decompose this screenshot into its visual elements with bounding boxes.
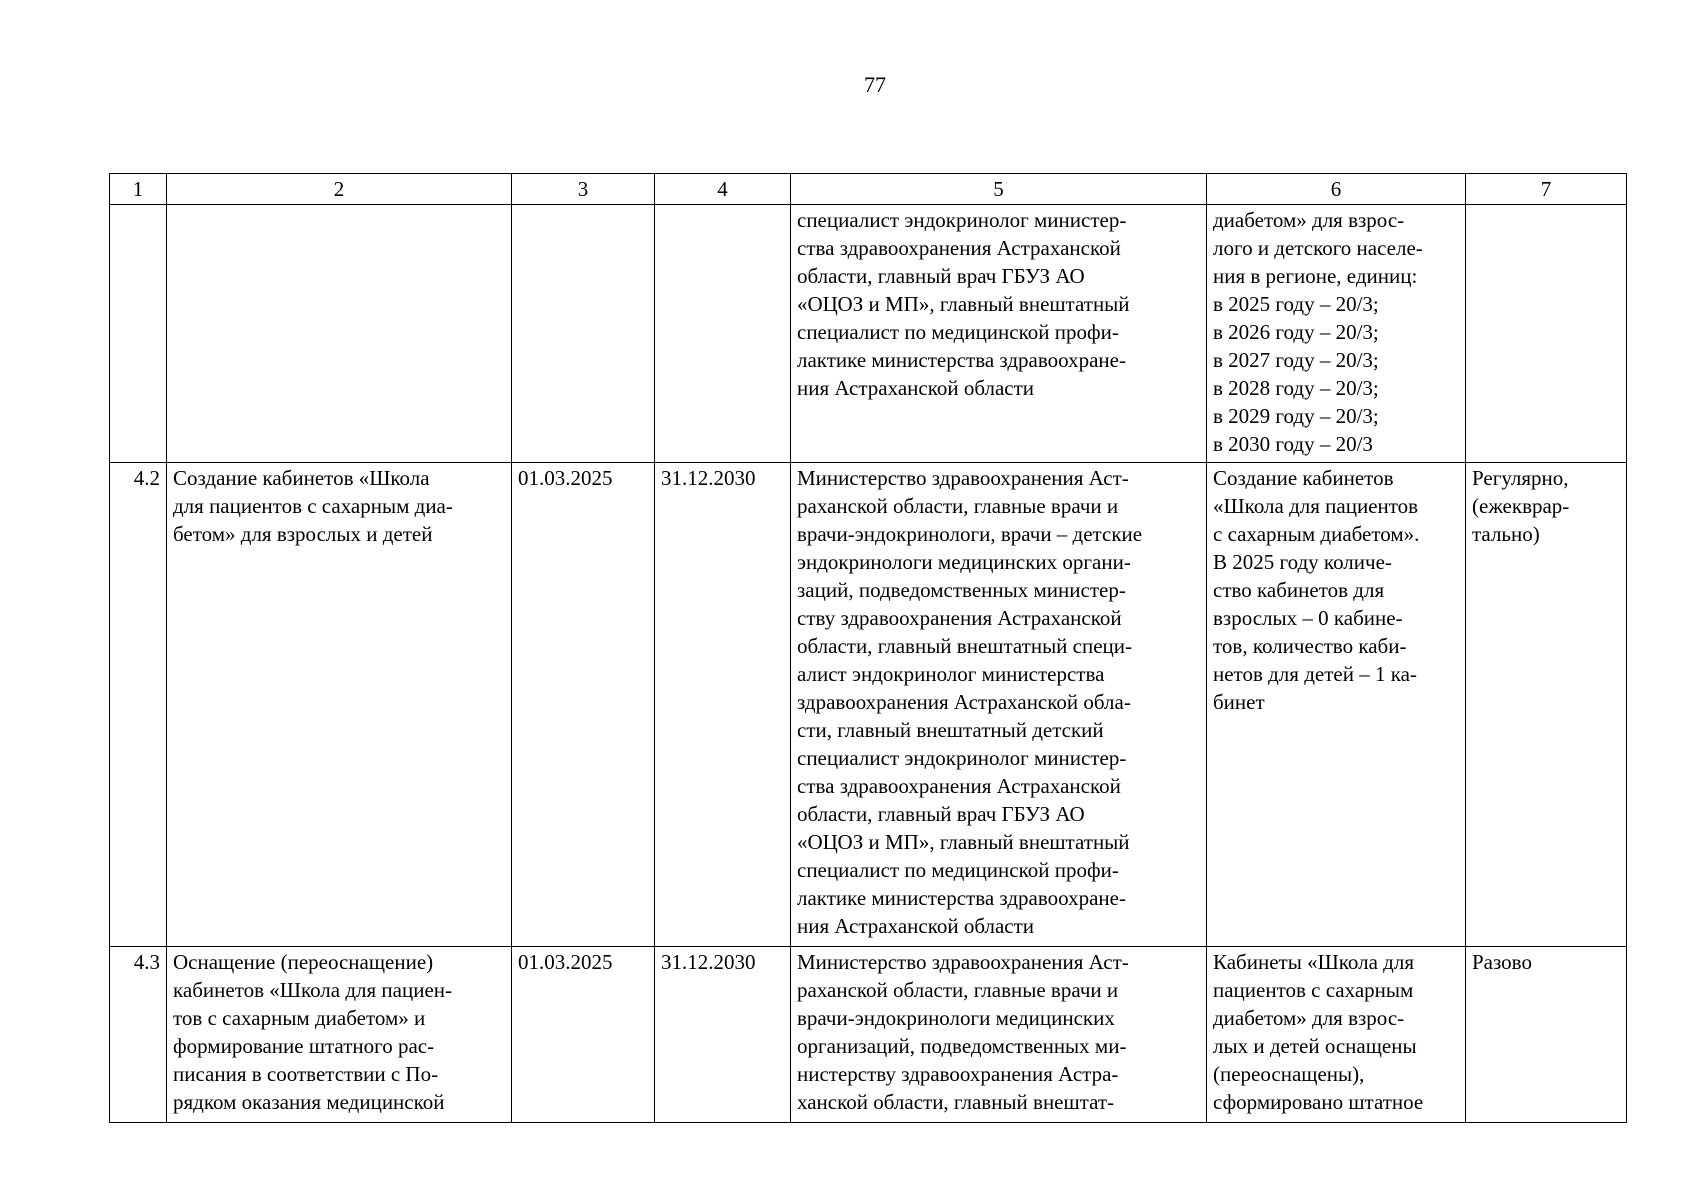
start-date: 01.03.2025 (512, 947, 655, 1123)
column-header: 2 (167, 174, 512, 205)
executors: специалист эндокринолог министер- ства здравоохранения Астраханской области, главный врач ГБУЗ АО «ОЦОЗ и МП», главный внештатный специалист по медицинской профи- лактике министерства здравоохране- ния Астраханской области (791, 205, 1207, 463)
item-name (167, 205, 512, 463)
start-date (512, 205, 655, 463)
item-number: 4.2 (110, 463, 167, 947)
column-header: 7 (1466, 174, 1627, 205)
column-header: 3 (512, 174, 655, 205)
result: Кабинеты «Школа для пациентов с сахарным диабетом» для взрос- лых и детей оснащены (переоснащены), сформировано штатное (1207, 947, 1466, 1123)
header-row (110, 174, 1627, 205)
table-row (110, 205, 1627, 463)
column-header: 4 (655, 174, 791, 205)
table-row (110, 463, 1627, 947)
page-number: 77 (864, 72, 886, 97)
frequency: Регулярно, (ежекврар- тально) (1466, 463, 1627, 947)
item-number (110, 205, 167, 463)
frequency: Разово (1466, 947, 1627, 1123)
frequency (1466, 205, 1627, 463)
end-date: 31.12.2030 (655, 463, 791, 947)
item-number: 4.3 (110, 947, 167, 1123)
result: Создание кабинетов «Школа для пациентов с сахарным диабетом». В 2025 году количе- ство кабинетов для взрослых – 0 кабине- тов, количество каби- нетов для детей – 1 ка- бинет (1207, 463, 1466, 947)
column-header: 6 (1207, 174, 1466, 205)
column-header: 1 (110, 174, 167, 205)
item-name: Оснащение (переоснащение) кабинетов «Школа для пациен- тов с сахарным диабетом» и формирование штатного рас- писания в соответствии с По- рядком оказания медицинской (167, 947, 512, 1123)
table-row (110, 947, 1627, 1123)
end-date (655, 205, 791, 463)
column-header: 5 (791, 174, 1207, 205)
item-name: Создание кабинетов «Школа для пациентов с сахарным диа- бетом» для взрослых и детей (167, 463, 512, 947)
end-date: 31.12.2030 (655, 947, 791, 1123)
start-date: 01.03.2025 (512, 463, 655, 947)
executors: Министерство здравоохранения Аст- раханской области, главные врачи и врачи-эндокринологи, врачи – детские эндокринологи медицинских органи- заций, подведомственных министер- ству здравоохранения Астраханской области, главный внештатный специ- алист эндокринолог министерства здравоохранения Астраханской обла- сти, главный внештатный детский специалист эндокринолог министер- ства здравоохранения Астраханской области, главный врач ГБУЗ АО «ОЦОЗ и МП», главный внештатный специалист по медицинской профи- лактике министерства здравоохране- ния Астраханской области (791, 463, 1207, 947)
action-plan-table (109, 173, 1627, 1123)
result: диабетом» для взрос- лого и детского населе- ния в регионе, единиц: в 2025 году – 20/3; в 2026 году – 20/3; в 2027 году – 20/3; в 2028 году – 20/3; в 2029 году – 20/3; в 2030 году – 20/3 (1207, 205, 1466, 463)
executors: Министерство здравоохранения Аст- раханской области, главные врачи и врачи-эндокринологи медицинских организаций, подведомственных ми- нистерству здравоохранения Астра- ханской области, главный внештат- (791, 947, 1207, 1123)
